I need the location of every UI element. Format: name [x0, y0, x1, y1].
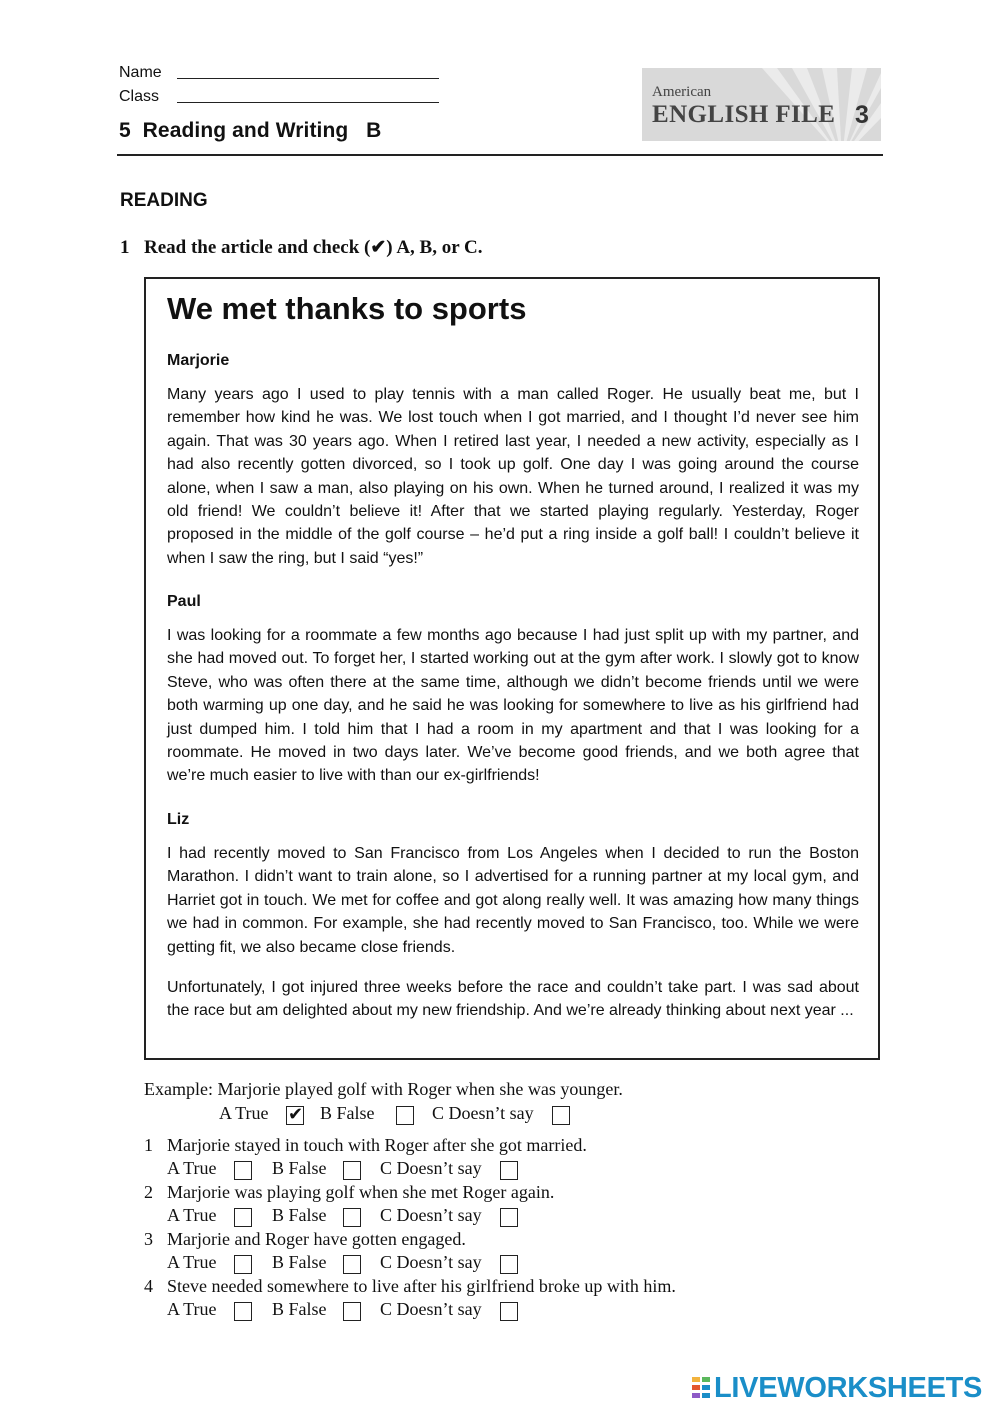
- class-label: Class: [119, 88, 160, 105]
- option-a-label: A True: [167, 1205, 217, 1225]
- liz-paragraph-1: I had recently moved to San Francisco from Los Angeles when I decided to run the Boston Marathon. I didn’t want to train alone, so I advertised for a running partner at my local gym, and Harriet got in touch. We met for coffee and got along really well. It was amazing how many things we had in common. For example, she had recently moved to San Francisco, too. While we were getting fit, we also became close friends.: [167, 845, 859, 956]
- option-b-checkbox[interactable]: [343, 1255, 361, 1274]
- option-b-checkbox[interactable]: [343, 1302, 361, 1321]
- question-number: 1: [144, 1135, 153, 1155]
- question-text: Steve needed somewhere to live after his girlfriend broke up with him.: [167, 1276, 676, 1296]
- question-text: Marjorie was playing golf when she met Roger again.: [167, 1182, 555, 1202]
- marjorie-paragraph: Many years ago I used to play tennis with a man called Roger. He usually beat me, but I remember how kind he was. We lost touch when I got married, and I thought I’d never see him again. That was 30 years ago. When I retired last year, I needed a new activity, especially as I had also recently gotten divorced, so I took up golf. One day I was going around the course alone, when I saw a man, also playing on his own. When he turned around, I realized it was my old friend! We couldn’t believe it! After that we started playing regularly. Yesterday, Roger proposed in the middle of the golf course – he’d put a ring inside a golf ball! I couldn’t believe it when I saw the ring, but I said “yes!”: [167, 386, 859, 567]
- logo-big-text: ENGLISH FILE: [652, 101, 836, 128]
- option-a-checkbox[interactable]: [234, 1302, 252, 1321]
- option-b-label: B False: [272, 1299, 327, 1319]
- option-c-label: C Doesn’t say: [380, 1252, 482, 1272]
- example-option-a-checkbox[interactable]: [286, 1106, 304, 1125]
- instruction-text: Read the article and check (✔) A, B, or C.: [144, 237, 483, 258]
- class-input-line[interactable]: [177, 102, 439, 103]
- option-b-label: B False: [272, 1252, 327, 1272]
- option-a-checkbox[interactable]: [234, 1255, 252, 1274]
- example-option-b-checkbox[interactable]: [396, 1106, 414, 1125]
- option-c-label: C Doesn’t say: [380, 1299, 482, 1319]
- question-text: Marjorie stayed in touch with Roger after she got married.: [167, 1135, 587, 1155]
- option-b-checkbox[interactable]: [343, 1208, 361, 1227]
- paul-paragraph: I was looking for a roommate a few months ago because I had just split up with my partner, and she had moved out. To forget her, I started working out at the gym after work. I slowly got to know Steve, who was often there at the same time, although we didn’t become friends until we were both warming up one day, and he said he was looking for somewhere to live as his girlfriend had just dumped him. I told him that I had a room in my apartment and that I was looking for a roommate. He moved in two days later. We’ve become good friends, and we both agree that we’re much easier to live with than our ex-girlfriends!: [167, 627, 859, 785]
- instruction-number: 1: [120, 237, 130, 258]
- example-statement: Example: Marjorie played golf with Roger when she was younger.: [144, 1079, 623, 1099]
- example-options: [219, 1103, 579, 1125]
- class-field: [119, 88, 159, 106]
- article-title: We met thanks to sports: [167, 291, 527, 326]
- person-name-liz: Liz: [167, 811, 190, 828]
- option-a-label: A True: [167, 1158, 217, 1178]
- question-text: Marjorie and Roger have gotten engaged.: [167, 1229, 466, 1249]
- section-heading: READING: [120, 190, 208, 211]
- article-box: [144, 277, 880, 1060]
- logo-level-number: 3: [855, 101, 869, 129]
- option-b-label: B False: [272, 1158, 327, 1178]
- option-c-checkbox[interactable]: [500, 1255, 518, 1274]
- question-number: 4: [144, 1276, 153, 1296]
- question-options: [167, 1252, 527, 1274]
- liveworksheets-grid-icon: [692, 1377, 710, 1399]
- question-options: [167, 1299, 527, 1321]
- check-icon: ✔: [288, 1104, 304, 1124]
- option-b-checkbox[interactable]: [343, 1161, 361, 1180]
- option-a-label: A True: [167, 1299, 217, 1319]
- name-label: Name: [119, 64, 162, 81]
- name-input-line[interactable]: [177, 78, 439, 79]
- option-c-label: C Doesn’t say: [380, 1158, 482, 1178]
- option-a-checkbox[interactable]: [234, 1208, 252, 1227]
- example-option-c-checkbox[interactable]: [552, 1106, 570, 1125]
- american-english-file-logo: [642, 68, 881, 141]
- question-options: [167, 1205, 527, 1227]
- option-a-checkbox[interactable]: [234, 1161, 252, 1180]
- liveworksheets-wordmark: LIVEWORKSHEETS: [714, 1372, 983, 1404]
- person-name-paul: Paul: [167, 593, 201, 610]
- header-divider: [117, 154, 883, 156]
- unit-title: 5 Reading and Writing B: [119, 119, 382, 142]
- liz-paragraph-2: Unfortunately, I got injured three weeks before the race and couldn’t take part. I was sad about the race but am delighted about my new friendship. And we’re already thinking about next year ...: [167, 979, 859, 1020]
- instruction: [120, 236, 483, 259]
- question-options: [167, 1158, 527, 1180]
- example-option-c-label: C Doesn’t say: [432, 1103, 534, 1123]
- option-a-label: A True: [167, 1252, 217, 1272]
- example-option-a-label: A True: [219, 1103, 269, 1123]
- example-option-b-label: B False: [320, 1103, 375, 1123]
- question-number: 2: [144, 1182, 153, 1202]
- option-c-checkbox[interactable]: [500, 1302, 518, 1321]
- name-field: [119, 64, 162, 82]
- option-b-label: B False: [272, 1205, 327, 1225]
- question-number: 3: [144, 1229, 153, 1249]
- option-c-label: C Doesn’t say: [380, 1205, 482, 1225]
- person-name-marjorie: Marjorie: [167, 352, 230, 369]
- option-c-checkbox[interactable]: [500, 1208, 518, 1227]
- option-c-checkbox[interactable]: [500, 1161, 518, 1180]
- logo-small-text: American: [652, 84, 712, 100]
